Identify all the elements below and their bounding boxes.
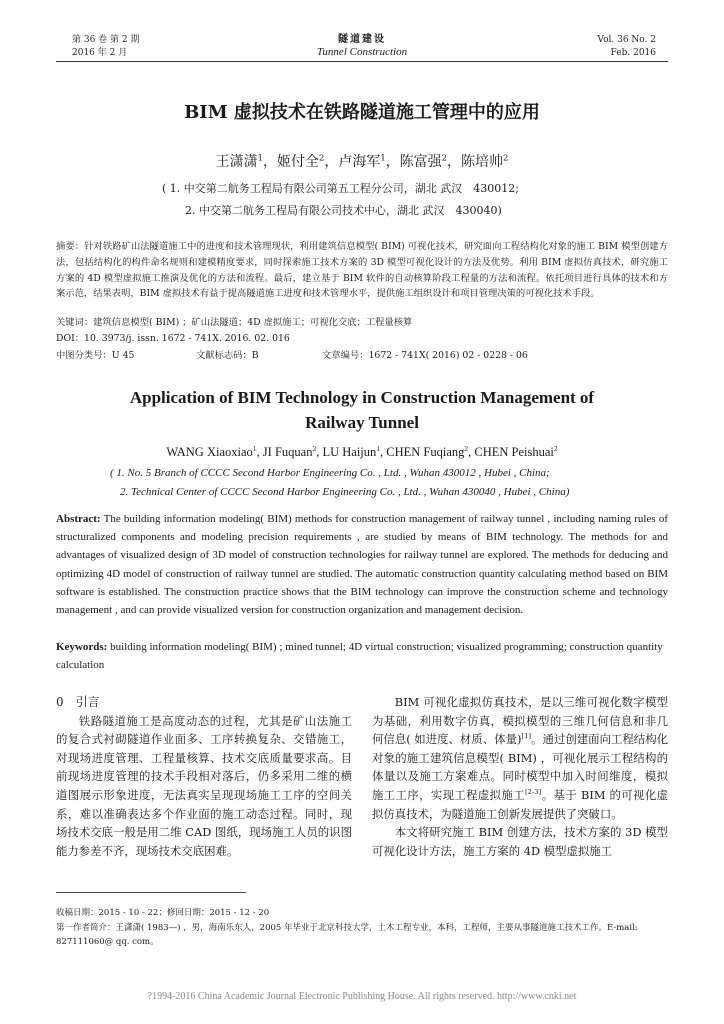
- header-center: [262, 33, 462, 59]
- author-en: WANG Xiaoxiao$^1$: [166, 443, 257, 459]
- affiliation-en-1: ( 1. No. 5 Branch of CCCC Second Harbor Engineering Co. , Ltd. , Wuhan 430012 , Hubei , China;: [110, 467, 550, 479]
- keywords-en: [56, 638, 668, 674]
- keywords-en-label: Keywords:: [56, 641, 108, 653]
- keywords-cn: [56, 315, 668, 330]
- author-cn: ，陈培帅$^2$: [447, 152, 509, 170]
- body-left-column: [56, 693, 352, 860]
- abstract-cn: [56, 239, 668, 302]
- title-cn: BIM 虚拟技术在铁路隧道施工管理中的应用: [184, 102, 540, 123]
- author-en: , CHEN Peishuai$^2$: [468, 443, 558, 459]
- abstract-en-text: The building information modeling( BIM) methods for construction management of railway tunnel , including naming rules of structuralized components and modeling precision requirements , are studied by means of BIM technology. The methods for and advantages of visualized design of 3D model of construction technologies for railway tunnel are explored. The methods for deducing and optimizing 4D model of construction of railway tunnel are studied. The automatic construction quantity calculating method based on BIM software is established. The construction practice shows that the BIM technology can improve the construction scheme and technology management , and can provide visualized version for construction organization and management decision.: [56, 513, 668, 617]
- abstract-en-label: Abstract:: [56, 513, 101, 525]
- page-footer: ?1994-2016 China Academic Journal Electronic Publishing House. All rights reserved. http://www.cnki.net: [147, 991, 577, 1002]
- doi-text: 10. 3973/j. issn. 1672 - 741X. 2016. 02. 016: [84, 333, 290, 344]
- header-journal-cn: 隧道建设: [338, 34, 386, 45]
- citation-ref: [1]: [521, 732, 532, 741]
- clc-number: 中图分类号：U 45: [56, 350, 135, 361]
- author-en: , CHEN Fuqiang$^2$: [380, 443, 469, 459]
- author-cn: 王潇潇$^1$: [215, 152, 263, 170]
- abstract-cn-label: 摘要：: [56, 241, 85, 252]
- affiliation-en-2: 2. Technical Center of CCCC Second Harbor Engineering Co. , Ltd. , Wuhan 430040 , Hubei , China): [120, 486, 570, 498]
- header-date-en: Feb. 2016: [610, 48, 656, 58]
- header-journal-en: Tunnel Construction: [316, 46, 408, 58]
- citation-ref: [2-3]: [524, 788, 542, 797]
- body-right-column: [372, 693, 668, 860]
- authors-en: [0, 445, 724, 460]
- keywords-cn-text: 建筑信息模型( BIM) ；矿山法隧道；4D 虚拟施工；可视化交底；工程量核算: [93, 317, 413, 328]
- footnote-rule: [56, 892, 246, 893]
- doi: [56, 331, 668, 346]
- body-paragraph: 铁路隧道施工是高度动态的过程，尤其是矿山法施工的复合式衬砌隧道作业面多、工序转换复杂、交错施工，对现场进度管理、工程量核算、技术交底质量要求高。目前现场进度管理的技术手段相对落后，仍多采用二维的横道图展示形象进度，无法真实呈现现场施工工序的空间关系，难以准确表达多个作业面的施工动态过程。同时，现场技术交底一般是用二维 CAD 图纸，现场施工人员的识图能力参差不齐，现场技术交底困难。: [56, 713, 352, 858]
- affiliation-cn-2: 2. 中交第二航务工程局有限公司技术中心，湖北 武汉 430040): [185, 204, 502, 217]
- keywords-en-text: building information modeling( BIM) ; mined tunnel; 4D virtual construction; visualized programming; construction quantity calculation: [56, 641, 663, 671]
- header-rule: [56, 61, 668, 62]
- body-paragraph: BIM 可视化虚拟仿真技术，是以三维可视化数字模型为基础，利用数字仿真，模拟模型的三维几何信息和非几何信息( 如进度、材质、体量)[1]。通过创建面向工程结构化对象的施工建筑信息模型( BIM) ，可视化展示工程结构的体量以及施工方案难点。同时模型中加入时间维度，模拟施工工序，实现工程虚拟施工[2-3]。基于 BIM 的可视化虚拟仿真技术，为隧道施工创新发展提供了突破口。: [372, 695, 668, 821]
- doi-label: DOI：: [56, 333, 85, 344]
- abstract-en: [56, 510, 668, 619]
- keywords-cn-label: 关键词：: [56, 317, 94, 328]
- author-cn: ，卢海军$^1$: [324, 152, 386, 170]
- footnote-dates: 收稿日期：2015 - 10 - 22；修回日期：2015 - 12 - 20: [56, 908, 270, 918]
- author-en: , JI Fuquan$^2$: [256, 443, 317, 459]
- authors-cn: [0, 151, 724, 171]
- section-heading: 0 引言: [56, 695, 100, 709]
- footnote-author-bio: 第一作者简介：王潇潇( 1983—) ，男，海南乐东人，2005 年毕业于北京科技大学，土木工程专业，本科，工程师，主要从事隧道施工技术工作。E-mail: 827111060@ qq. com。: [56, 923, 638, 947]
- header-volume-en: Vol. 36 No. 2: [597, 35, 656, 45]
- article-number: 文章编号：1672 - 741X( 2016) 02 - 0228 - 06: [322, 350, 528, 361]
- document-code: 文献标志码：B: [196, 350, 259, 361]
- author-cn: ，姬付全$^2$: [262, 152, 325, 170]
- header-volume-cn: 第 36 卷 第 2 期: [72, 35, 140, 45]
- author-en: , LU Haijun$^1$: [316, 443, 381, 459]
- body-paragraph: 本文将研究施工 BIM 创建方法，技术方案的 3D 模型可视化设计方法，施工方案的 4D 模型虚拟施工: [372, 825, 668, 858]
- author-cn: ，陈富强$^2$: [385, 152, 448, 170]
- affiliation-cn-1: ( 1. 中交第二航务工程局有限公司第五工程分公司，湖北 武汉 430012;: [162, 182, 519, 195]
- header-right: [560, 34, 656, 60]
- header-date-cn: 2016 年 2 月: [72, 48, 128, 58]
- title-en: Application of BIM Technology in Construction Management of Railway Tunnel: [129, 388, 595, 432]
- header-left: [72, 34, 139, 60]
- abstract-cn-text: 针对铁路矿山法隧道施工中的进度和技术管理现状，利用建筑信息模型( BIM) 可视化技术，研究面向工程结构化对象的施工 BIM 模型创建方法，包括结构化的构件命名规则和建模精度要求，同时探索施工技术方案的 3D 模型可视化设计的方法及优势。利用 BIM 虚拟仿真技术，研究施工方案的 4D 模型虚拟施工推演及优化的方法和流程。最后，建立基于 BIM 软件的自动核算阶段工程量的方法和流程。依托项目进行具体的技术和方案示范，结果表明，BIM 虚拟技术有益于提高隧道施工进度和技术管理水平，提供施工组织设计和项目管理决策的可视化技术手段。: [56, 241, 668, 300]
